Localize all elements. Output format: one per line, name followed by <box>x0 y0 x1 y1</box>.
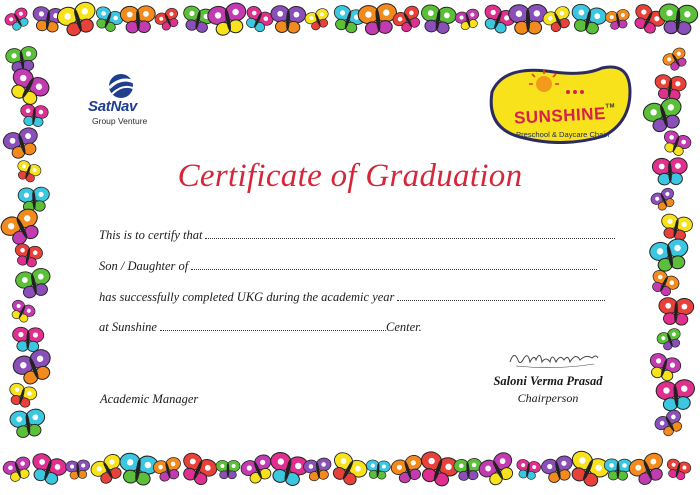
butterfly-icon <box>327 450 370 490</box>
butterfly-icon <box>19 104 49 128</box>
butterfly-icon <box>12 327 44 352</box>
butterfly-icon <box>216 460 240 478</box>
label-center: Center. <box>385 320 422 334</box>
butterfly-icon <box>664 458 692 482</box>
butterfly-icon <box>509 4 548 34</box>
label-at: at Sunshine <box>99 320 157 334</box>
line-completed <box>99 290 605 305</box>
line-certify <box>99 228 615 243</box>
satnav-subtitle: Group Venture <box>92 116 148 126</box>
butterfly-icon <box>1 126 42 162</box>
label-certify: This is to certify that <box>99 228 203 242</box>
label-son-daughter: Son / Daughter of <box>99 259 189 273</box>
butterfly-icon <box>6 382 38 410</box>
butterfly-icon <box>604 459 632 481</box>
butterfly-icon <box>9 408 47 439</box>
butterfly-icon <box>11 347 57 388</box>
chairperson-signature <box>506 340 602 374</box>
butterfly-icon <box>303 457 334 482</box>
butterfly-icon <box>303 7 332 32</box>
butterfly-icon <box>357 3 398 36</box>
butterfly-icon <box>91 5 124 35</box>
butterfly-icon <box>365 459 391 479</box>
butterfly-icon <box>605 8 632 30</box>
satnav-logo <box>88 72 168 132</box>
butterfly-icon <box>565 448 612 491</box>
label-completed: has successfully completed UKG during the academic year <box>99 290 395 304</box>
butterfly-icon <box>646 352 683 384</box>
butterfly-icon <box>1 455 34 484</box>
butterfly-icon <box>177 450 219 488</box>
butterfly-icon <box>661 46 691 74</box>
butterfly-icon <box>206 1 249 37</box>
sunshine-logo <box>484 62 634 144</box>
butterfly-icon <box>13 243 44 269</box>
butterfly-icon <box>658 297 694 325</box>
butterfly-icon <box>476 450 519 490</box>
trademark: TM <box>605 103 616 110</box>
student-name-field[interactable] <box>205 229 615 239</box>
butterfly-icon <box>152 456 184 483</box>
chairperson-role: Chairperson <box>517 391 579 405</box>
line-parent <box>99 259 597 274</box>
butterfly-icon <box>641 96 686 135</box>
satnav-brand: SatNav <box>88 98 138 115</box>
butterfly-icon <box>389 453 426 485</box>
butterfly-icon <box>655 379 696 412</box>
butterfly-icon <box>453 458 482 481</box>
butterfly-icon <box>540 454 576 484</box>
butterfly-icon <box>4 65 52 109</box>
butterfly-icon <box>658 213 693 243</box>
butterfly-icon <box>14 267 54 300</box>
butterfly-icon <box>7 298 37 325</box>
butterfly-icon <box>454 8 482 32</box>
butterfly-icon <box>153 6 183 33</box>
butterfly-icon <box>659 129 692 159</box>
line-center <box>99 320 422 335</box>
certificate-title: Certificate of Graduation <box>177 158 523 194</box>
butterfly-icon <box>270 5 306 33</box>
academic-year-field[interactable] <box>397 291 605 301</box>
butterfly-icon <box>627 451 669 489</box>
butterfly-icon <box>55 0 100 39</box>
butterfly-icon <box>419 4 457 35</box>
butterfly-icon <box>655 327 684 352</box>
butterfly-icon <box>65 459 91 479</box>
butterfly-icon <box>120 5 156 33</box>
butterfly-icon <box>647 268 681 299</box>
chairperson-name: Saloni Verma Prasad <box>493 374 603 388</box>
butterfly-icon <box>648 237 691 273</box>
butterfly-icon <box>653 408 687 440</box>
sunshine-tagline: Preschool & Daycare Chain <box>516 130 610 139</box>
butterfly-icon <box>241 4 275 35</box>
butterfly-icon <box>117 452 160 487</box>
butterfly-icon <box>3 6 33 34</box>
butterfly-icon <box>568 3 608 37</box>
satnav-globe-icon <box>104 72 138 100</box>
sunshine-name: SUNSHINE™ <box>513 103 616 128</box>
center-name-field[interactable] <box>160 321 386 331</box>
parent-name-field[interactable] <box>191 260 597 270</box>
butterfly-icon <box>0 206 45 249</box>
butterfly-icon <box>653 74 687 102</box>
academic-manager-label: Academic Manager <box>100 392 199 406</box>
butterfly-icon <box>658 3 698 35</box>
butterfly-icon <box>415 449 461 489</box>
butterfly-icon <box>515 458 542 480</box>
butterfly-icon <box>266 450 310 488</box>
butterfly-icon <box>28 451 69 487</box>
